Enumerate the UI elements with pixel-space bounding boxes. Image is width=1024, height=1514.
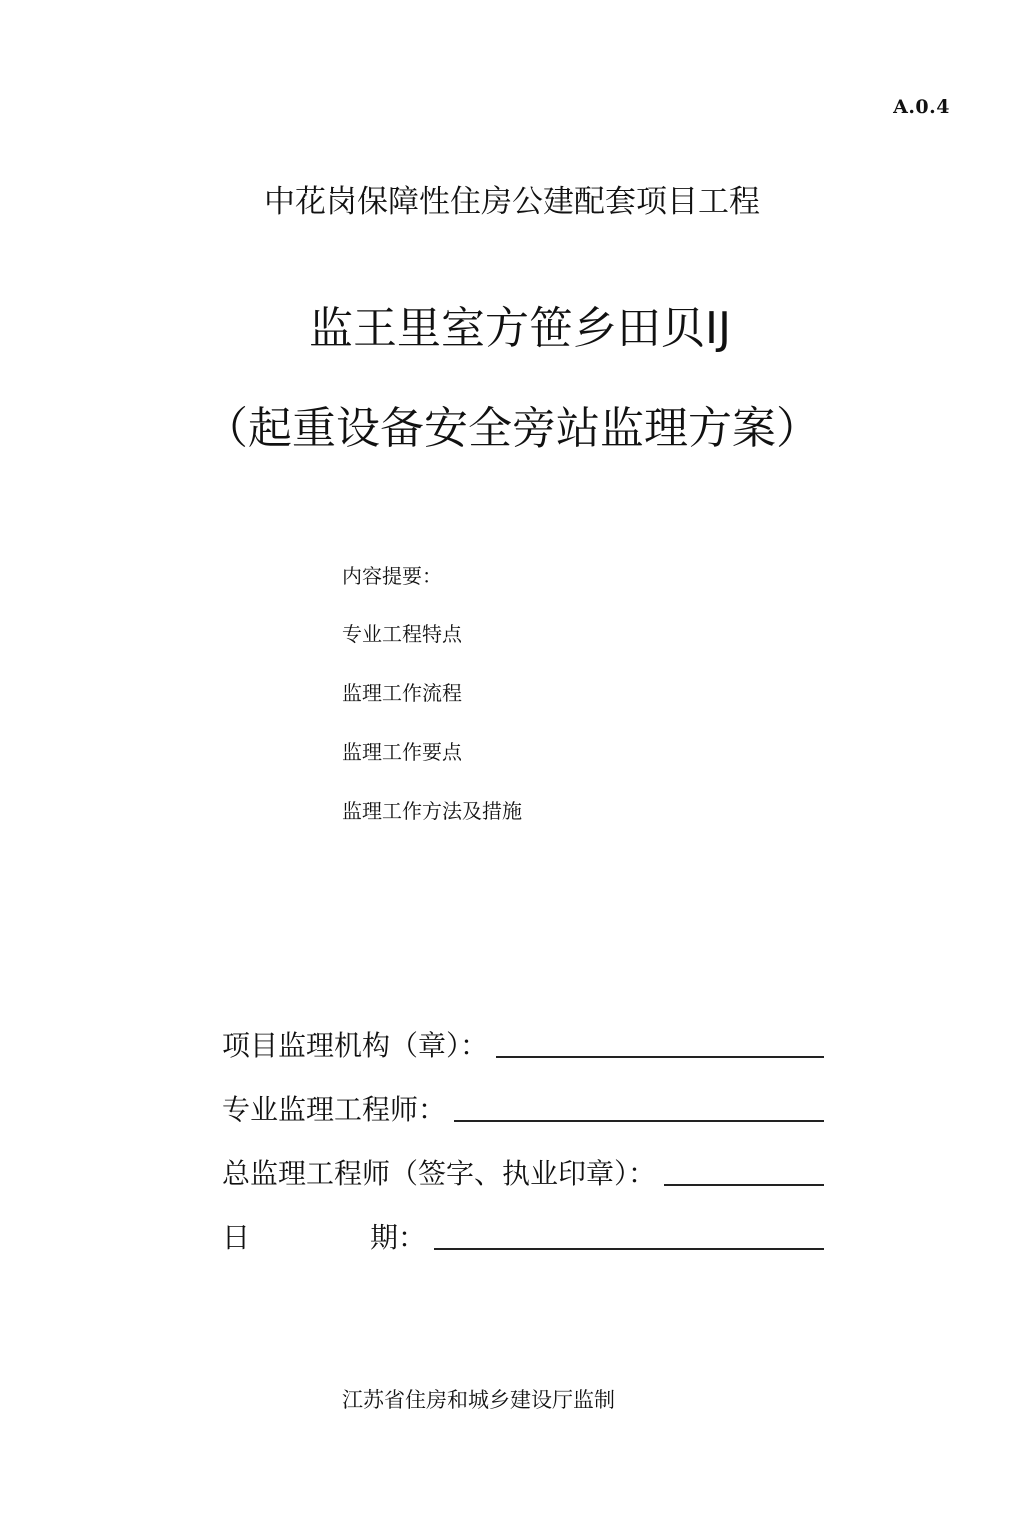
contents-item: 监理工作方法及措施 — [342, 799, 522, 823]
contents-item: 监理工作流程 — [342, 681, 462, 705]
professional-engineer-label: 专业监理工程师： — [222, 1093, 447, 1126]
date-label — [222, 1216, 426, 1256]
contents-list — [342, 620, 522, 826]
document-title: 监王里室方笹乡田贝IJ — [309, 303, 731, 354]
contents-heading: 内容提要： — [342, 564, 442, 588]
agency-seal-line[interactable] — [496, 1055, 824, 1058]
issuer-footer: 江苏省住房和城乡建设厅监制 — [342, 1388, 615, 1412]
signature-block — [222, 1024, 824, 1280]
form-code: A.0.4 — [893, 96, 950, 118]
contents-item: 监理工作要点 — [342, 740, 462, 764]
date-line[interactable] — [434, 1247, 824, 1250]
contents-item: 专业工程特点 — [342, 622, 462, 646]
chief-engineer-row — [222, 1152, 824, 1192]
date-label-second: 期： — [370, 1221, 427, 1254]
chief-engineer-line[interactable] — [664, 1183, 824, 1186]
agency-seal-label: 项目监理机构（章）： — [222, 1029, 489, 1062]
date-label-first: 日 — [222, 1221, 251, 1254]
agency-seal-row — [222, 1024, 824, 1064]
professional-engineer-line[interactable] — [454, 1119, 824, 1122]
document-subtitle: （起重设备安全旁站监理方案） — [204, 403, 820, 454]
project-name: 中花岗保障性住房公建配套项目工程 — [264, 184, 760, 220]
chief-engineer-label: 总监理工程师（签字、执业印章）： — [222, 1157, 657, 1190]
professional-engineer-row — [222, 1088, 824, 1128]
contents-summary — [342, 560, 522, 826]
date-row — [222, 1216, 824, 1256]
